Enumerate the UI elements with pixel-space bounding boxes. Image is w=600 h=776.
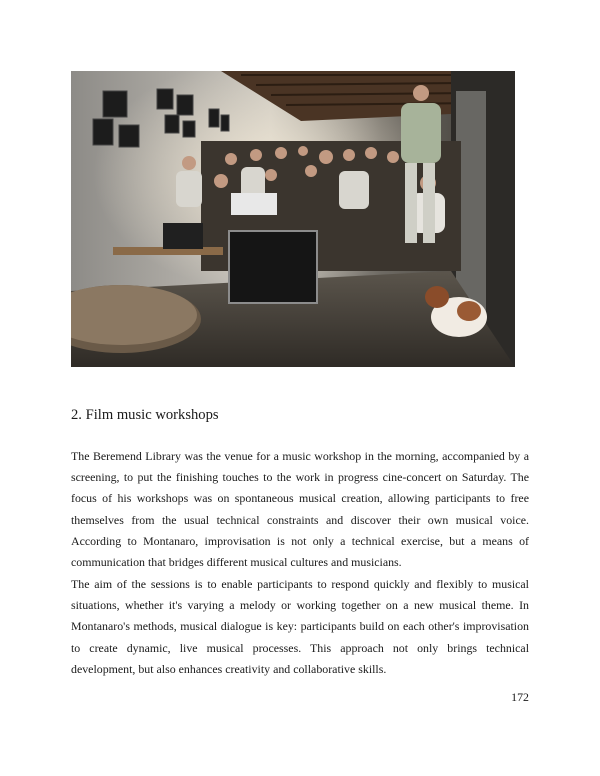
paragraph-2: The aim of the sessions is to enable participants to respond quickly and flexibly to musical situations, whether it's varying a melody or working together on a new musical theme. In Montanaro's methods, musical dialogue is key: participants build on each other's improvisation to create dynamic, live musical processes. This approach not only brings technical development, but also enhances creativity and collaborative skills. xyxy=(71,577,529,676)
page-number: 172 xyxy=(511,690,529,704)
audience-photo xyxy=(71,71,515,367)
section-heading: 2. Film music workshops xyxy=(71,407,219,423)
photo-audience-icon xyxy=(71,71,515,367)
paragraph-1: The Beremend Library was the venue for a music workshop in the morning, accompanied by a screening, to put the finishing touches to the work in progress cine-concert on Saturday. The focus of his workshops was on spontaneous musical creation, allowing participants to free themselves from the usual technical constraints and discover their own musical voice. According to Montanaro, improvisation is not only a technical exercise, but a means of communication that bridges different musical cultures and musicians. xyxy=(71,449,529,570)
